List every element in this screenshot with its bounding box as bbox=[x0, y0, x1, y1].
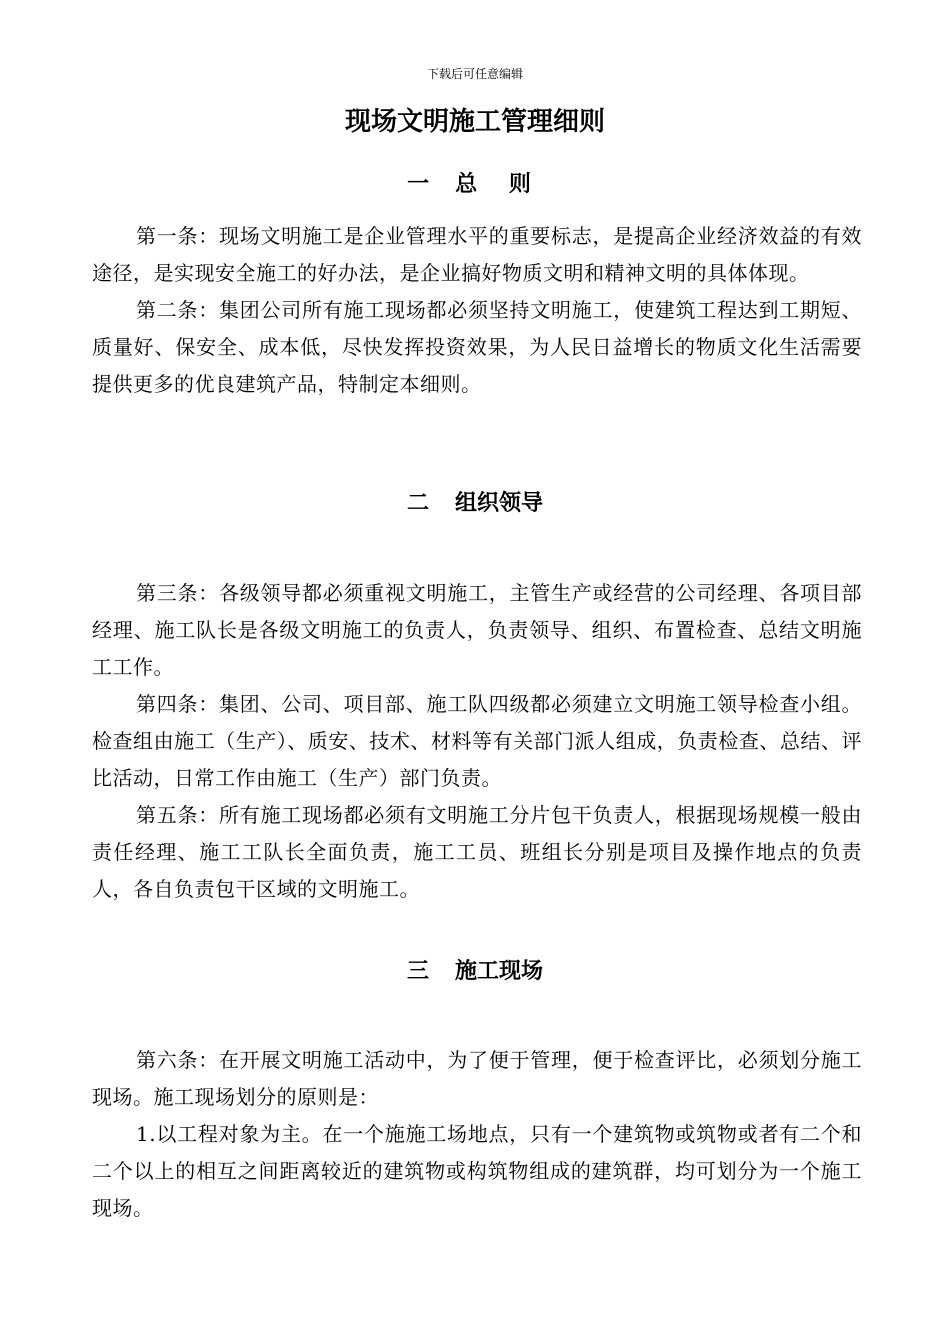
section-body-2 bbox=[92, 575, 862, 908]
section-title-1: 总 则 bbox=[455, 171, 543, 197]
section-heading-3 bbox=[0, 956, 950, 986]
section-number-1: 一 bbox=[407, 171, 430, 197]
section-number-2: 二 bbox=[406, 490, 429, 516]
section-heading-2 bbox=[0, 488, 950, 518]
paragraph-article-4: 第四条：集团、公司、项目部、施工队四级都必须建立文明施工领导检查小组。检查组由施工（生产）、质安、技术、材料等有关部门派人组成，负责检查、总结、评比活动，日常工作由施工（生产）部门负责。 bbox=[92, 692, 862, 790]
paragraph-article-5: 第五条：所有施工现场都必须有文明施工分片包干负责人，根据现场规模一般由责任经理、施工工队长全面负责，施工工员、班组长分别是项目及操作地点的负责人，各自负责包干区域的文明施工。 bbox=[92, 803, 862, 901]
section-heading-1 bbox=[0, 169, 950, 199]
section-body-1 bbox=[92, 218, 862, 403]
paragraph-article-3: 第三条：各级领导都必须重视文明施工，主管生产或经营的公司经理、各项目部经理、施工队长是各级文明施工的负责人，负责领导、组织、布置检查、总结文明施工工作。 bbox=[92, 581, 862, 679]
paragraph-article-6: 第六条：在开展文明施工活动中，为了便于管理，便于检查评比，必须划分施工现场。施工现场划分的原则是： bbox=[92, 1048, 862, 1109]
section-title-3: 施工现场 bbox=[455, 958, 544, 984]
paragraph-item-1: 1.以工程对象为主。在一个施施工场地点，只有一个建筑物或筑物或者有二个和二个以上的相互之间距离较近的建筑物或构筑物组成的建筑群，均可划分为一个施工现场。 bbox=[92, 1122, 862, 1220]
section-title-2: 组织领导 bbox=[455, 490, 544, 516]
section-body-3 bbox=[92, 1042, 862, 1227]
paragraph-article-2: 第二条：集团公司所有施工现场都必须坚持文明施工，使建筑工程达到工期短、质量好、保安全、成本低，尽快发挥投资效果，为人民日益增长的物质文化生活需要提供更多的优良建筑产品，特制定本细则。 bbox=[92, 298, 862, 396]
document-title: 现场文明施工管理细则 bbox=[344, 107, 605, 137]
paragraph-article-1: 第一条：现场文明施工是企业管理水平的重要标志，是提高企业经济效益的有效途径，是实现安全施工的好办法，是企业搞好物质文明和精神文明的具体体现。 bbox=[92, 224, 862, 285]
section-number-3: 三 bbox=[406, 958, 429, 984]
header-note: 下载后可任意编辑 bbox=[426, 67, 523, 81]
